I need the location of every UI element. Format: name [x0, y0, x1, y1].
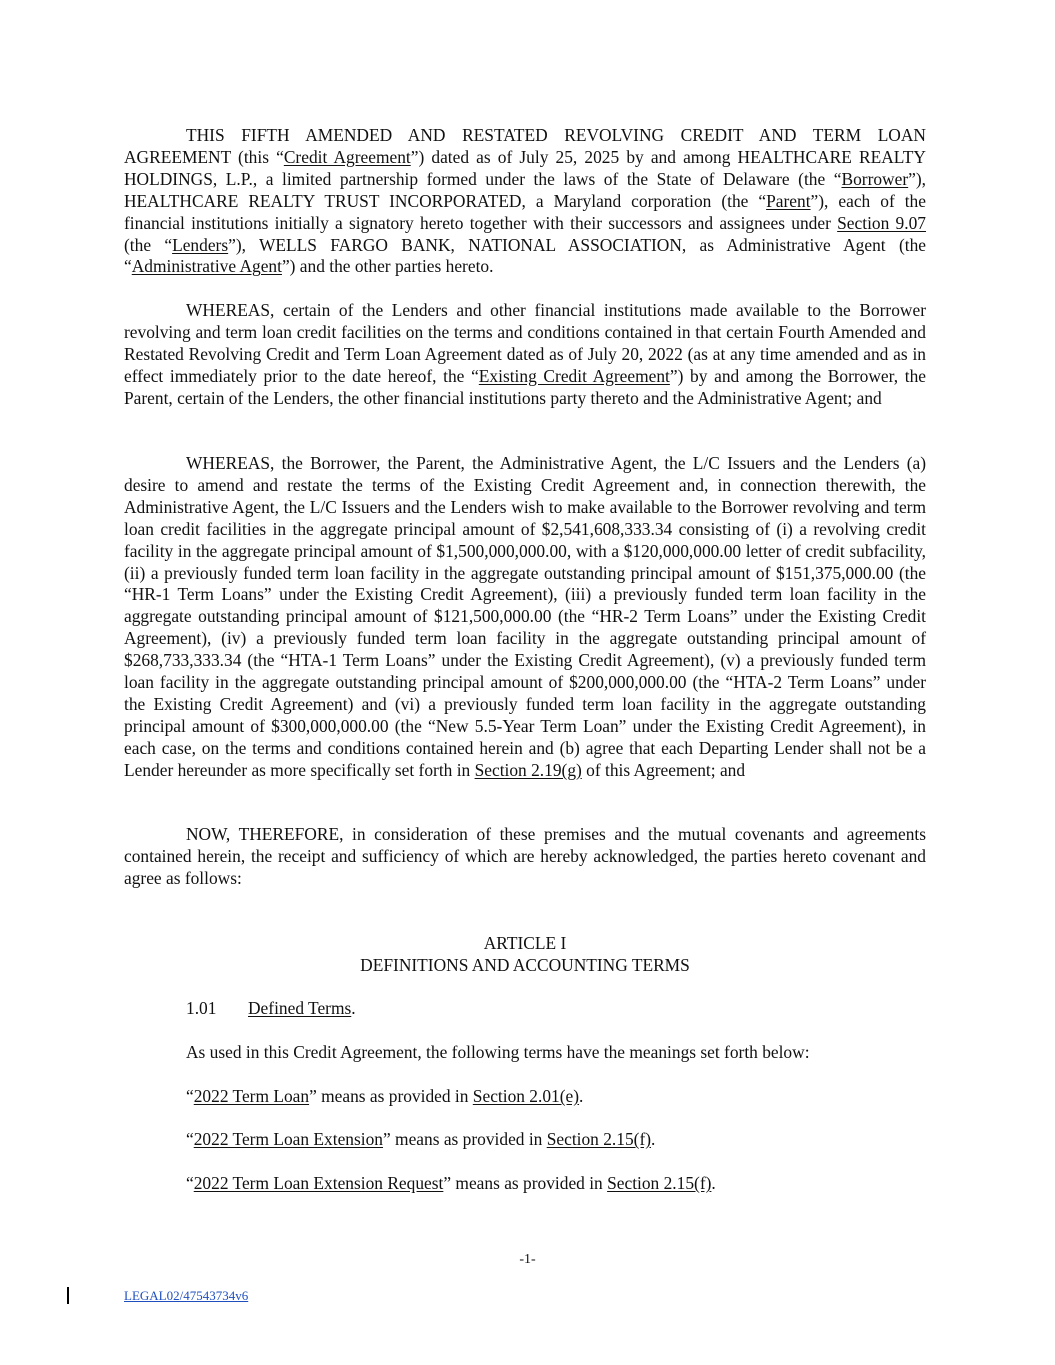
definition-quote: “ [186, 1129, 194, 1149]
preamble-text-4: ”), each of the financial institutions initially a signatory hereto together with their successors and assignees under [124, 190, 926, 233]
definition-item [186, 1128, 655, 1150]
definition-text: ” means as provided in [309, 1086, 473, 1106]
definition-period: . [711, 1173, 716, 1193]
defined-term-borrower: Borrower [841, 168, 909, 189]
defined-term-existing-credit-agreement: Existing Credit Agreement [478, 365, 670, 386]
document-id-link[interactable]: LEGAL02/47543734v6 [124, 1288, 249, 1303]
definitions-intro: As used in this Credit Agreement, the following terms have the meanings set forth below: [186, 1042, 810, 1062]
change-bar [67, 1287, 69, 1304]
definition-section-reference: Section 2.15(f) [607, 1173, 712, 1193]
preamble-text-7: ”) and the other parties hereto. [281, 256, 494, 277]
defined-term-administrative-agent: Administrative Agent [131, 256, 282, 277]
definition-period: . [651, 1129, 656, 1149]
preamble-text-2: ”) dated as of July 25, 2025 by and among HEALTHCARE REALTY HOLDINGS, L.P., a limited partnership formed under the laws of the State of Delaware (the “ [124, 146, 926, 189]
whereas-2-text-1: WHEREAS, the Borrower, the Parent, the Administrative Agent, the L/C Issuers and the Lenders (a) desire to amend and restate the terms of the Existing Credit Agreement and, in connection therewith, the Administrative Agent, the L/C Issuers and the Lenders wish to make available to the Borrower revolving and term loan credit facilities in the aggregate principal amount of $2,541,608,333.34 consisting of (i) a revolving credit facility in the aggregate principal amount of $1,500,000,000.00, with a $120,000,000.00 letter of credit subfacility, (ii) a previously funded term loan facility in the aggregate outstanding principal amount of $151,375,000.00 (the “HR-1 Term Loans” under the Existing Credit Agreement), (iii) a previously funded term loan facility in the aggregate outstanding principal amount of $121,500,000.00 (the “HR-2 Term Loans” under the Existing Credit Agreement), (iv) a previously funded term loan facility in the aggregate outstanding principal amount of $268,733,333.34 (the “HTA-1 Term Loans” under the Existing Credit Agreement), (v) a previously funded term loan facility in the aggregate outstanding principal amount of $200,000,000.00 (the “HTA-2 Term Loans” under the Existing Credit Agreement) and (vi) a previously funded term loan facility in the aggregate outstanding principal amount of $300,000,000.00 (the “New 5.5-Year Term Loan” under the Existing Credit Agreement), in each case, on the terms and conditions contained herein and (b) agree that each Departing Lender shall not be a Lender hereunder as more specifically set forth in [124, 453, 926, 780]
whereas-1-text-1: WHEREAS, certain of the Lenders and other financial institutions made available to the Borrower revolving and term loan credit facilities on the terms and conditions contained in that certain Fourth Amended and Restated Revolving Credit and Term Loan Agreement dated as of July 20, 2022 (as at any time amended and as in effect immediately prior to the date hereof, the “ [124, 300, 926, 386]
section-title-period: . [351, 998, 356, 1018]
definition-term: 2022 Term Loan [193, 1086, 310, 1106]
definition-section-reference: Section 2.15(f) [546, 1129, 652, 1149]
definition-text: ” means as provided in [382, 1129, 547, 1149]
whereas-paragraph-2 [124, 453, 926, 782]
section-number: 1.01 [186, 998, 217, 1018]
definition-quote: “ [186, 1173, 194, 1193]
preamble-text-3: ”), HEALTHCARE REALTY TRUST INCORPORATED, a Maryland corporation (the “ [124, 168, 926, 211]
definition-term: 2022 Term Loan Extension Request [193, 1173, 444, 1193]
article-title: DEFINITIONS AND ACCOUNTING TERMS [360, 955, 690, 975]
definition-period: . [579, 1086, 584, 1106]
definition-item [186, 1172, 716, 1194]
preamble-text-5: (the “ [124, 234, 173, 255]
defined-term-lenders: Lenders [172, 234, 229, 255]
now-therefore-paragraph [124, 824, 926, 890]
page-number: -1- [519, 1252, 536, 1267]
definition-term: 2022 Term Loan Extension [193, 1129, 383, 1149]
definition-section-reference: Section 2.01(e) [472, 1086, 580, 1106]
section-heading [186, 997, 356, 1019]
preamble-text-1: THIS FIFTH AMENDED AND RESTATED REVOLVING CREDIT AND TERM LOAN AGREEMENT (this “ [124, 125, 926, 167]
defined-term-credit-agreement: Credit Agreement [283, 146, 411, 167]
definition-text: ” means as provided in [443, 1173, 608, 1193]
preamble-text-6: ”), WELLS FARGO BANK, NATIONAL ASSOCIATION, as Administrative Agent (the “ [124, 234, 926, 277]
definition-quote: “ [186, 1086, 194, 1106]
section-title: Defined Terms [248, 998, 352, 1018]
now-therefore-text: NOW, THEREFORE, in consideration of these premises and the mutual covenants and agreements contained herein, the receipt and sufficiency of which are hereby acknowledged, the parties hereto covenant and agree as follows: [124, 824, 926, 888]
whereas-2-text-2: of this Agreement; and [581, 759, 746, 780]
preamble-paragraph [124, 125, 926, 278]
section-reference: Section 9.07 [837, 212, 926, 233]
defined-term-parent: Parent [766, 190, 811, 211]
whereas-paragraph-1 [124, 300, 926, 410]
definition-item [186, 1085, 583, 1107]
whereas-1-text-2: ”) by and among the Borrower, the Parent, certain of the Lenders, the other financial institutions party thereto and the Administrative Agent; and [124, 365, 927, 408]
article-number: ARTICLE I [483, 933, 567, 953]
section-reference: Section 2.19(g) [474, 759, 582, 780]
